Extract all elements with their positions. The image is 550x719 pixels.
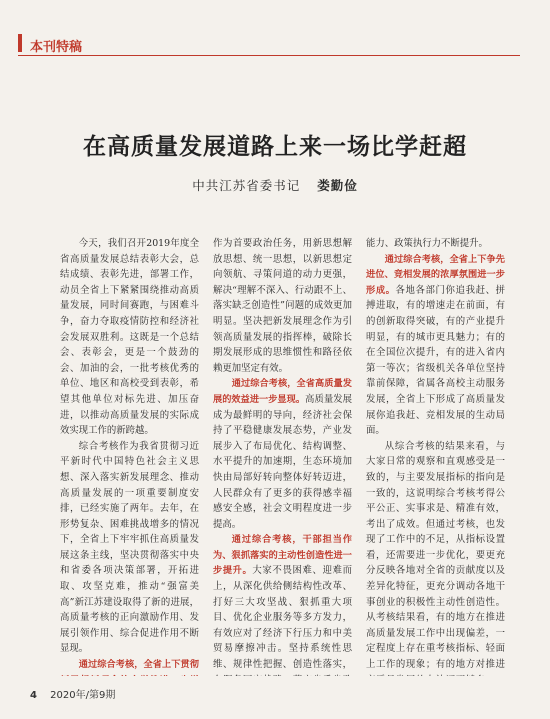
paragraph: 今天，我们召开2019年度全省高质量发展总结表彰大会，总结成绩、表彰先进，部署工作，动员全省上下紧紧围绕推动高质量发展，同时间赛跑，与困难斗争，奋力夺取疫情防控和经济社会发展双胜利。这既是一个总结会、表彰会，更是一个鼓劲的会、加油的会，一批考核优秀的单位、地区和高校受到表彰，希望其他单位对标先进、加压奋进，以推动高质量发展的实际成效实现工作的新跨越。 — [60, 238, 199, 437]
paragraph — [213, 532, 352, 676]
article-body — [60, 236, 505, 676]
paragraph-text: 高质量发展成为最鲜明的导向，经济社会保持了平稳健康发展态势，产业发展步入了布局优化、结构调整、水平提升的加速期，生态环境加快由局部好转向整体好转迈进，人民群众有了更多的获得感幸福感安全感，社会文明程度进一步提高。 — [213, 393, 352, 530]
paragraph: 作为首要政治任务，用新思想解放思想、统一思想，以新思想定向领航、寻策问道的动力更强，解决“理解不深入、行动跟不上、落实缺乏创造性”问题的成效更加明显。坚决把新发展理念作为引领高质量发展的指挥棒，破除长期发展形成的思维惯性和路径依赖更加坚定有效。 — [213, 238, 352, 374]
article-title: 在高质量发展道路上来一场比学赶超 — [83, 134, 467, 160]
paragraph-text: 各地各部门你追我赶、拼搏进取，有的增速走在前面，有的创新取得突破，有的产业提升明显，有的城市更具魅力；有的在全国位次提升，有的进入省内第一等次；省级机关各单位坚持靠前保障，省属各高校主动服务发展，全省上下形成了高质量发展你追我赶、竞相发展的生动局面。 — [366, 284, 505, 437]
byline-role: 中共江苏省委书记 — [192, 178, 301, 193]
column-2 — [213, 236, 352, 676]
byline — [0, 176, 550, 194]
paragraph: 能力、政策执行力不断提升。 — [366, 238, 488, 249]
paragraph — [213, 376, 352, 532]
issue-label: 2020年/第9期 — [50, 690, 116, 701]
column-1 — [60, 236, 199, 676]
paragraph-text: 大家不畏困难、迎难而上，从深化供给侧结构性改革、打好三大攻坚战、狠抓重大项目、优化企业服务等多方发力，有效应对了经济下行压力和中美贸易摩擦冲击。坚持系统性思维、规律性把握、创造性落实， — [213, 565, 352, 671]
highlight-heading: 通过综合考核，干部担当作为、狠抓落实的主动性创造性进一步提升。 — [213, 534, 352, 577]
highlight-heading: 通过综合考核，全省上下贯彻 — [78, 659, 199, 671]
paragraph: 从综合考核的结果来看，与大家日常的观察和直观感受是一致的，与主要发展指标的指向是一致的，这说明综合考核考得公平公正、实事求是、精准有效，考出了成效。但通过考核，也发现了工作中的不足，从指标设置看，还需要进一步优化，要更充分反映各地对全省的贡献度以及差异化特征，更充分调动各地干事创业的积极性主动性创造性。从考核结果看，有的地方在推进高质量发展工作中出现偏差，一定程度上存在重考核指标、轻面上工作的现象；有的地方对推进 — [366, 440, 505, 671]
section-tag: 本刊特稿 — [30, 40, 83, 55]
paragraph: 综合考核作为我省贯彻习近平新时代中国特色社会主义思想、深入落实新发展理念、推动高质量发展的一项重要制度安排，已经实施了两年。去年，在形势复杂、困难挑战增多的情况下，全省上下牢牢抓住高质量发展这条主线，坚决贯彻落实中央和省委各项决策部署，开拓进取、攻坚克难，推动“强富美高”新江苏建设取得了新的进展，高质量考核的正向激励作用、发展引领作用、综合促进作用不断显现。 — [60, 440, 199, 655]
highlight-heading: 通过综合考核，全省上下争先进位、竞相发展的浓厚氛围进一步形成。 — [366, 253, 505, 296]
byline-name: 娄勤俭 — [317, 178, 358, 193]
page-footer — [30, 686, 115, 701]
section-marker — [18, 34, 22, 52]
page-number: 4 — [30, 690, 37, 701]
column-3 — [366, 236, 505, 676]
paragraph — [366, 252, 505, 439]
paragraph — [60, 657, 199, 676]
section-divider — [18, 55, 520, 56]
highlight-heading: 通过综合考核，全省高质量发展的效益进一步显现。 — [213, 378, 352, 405]
